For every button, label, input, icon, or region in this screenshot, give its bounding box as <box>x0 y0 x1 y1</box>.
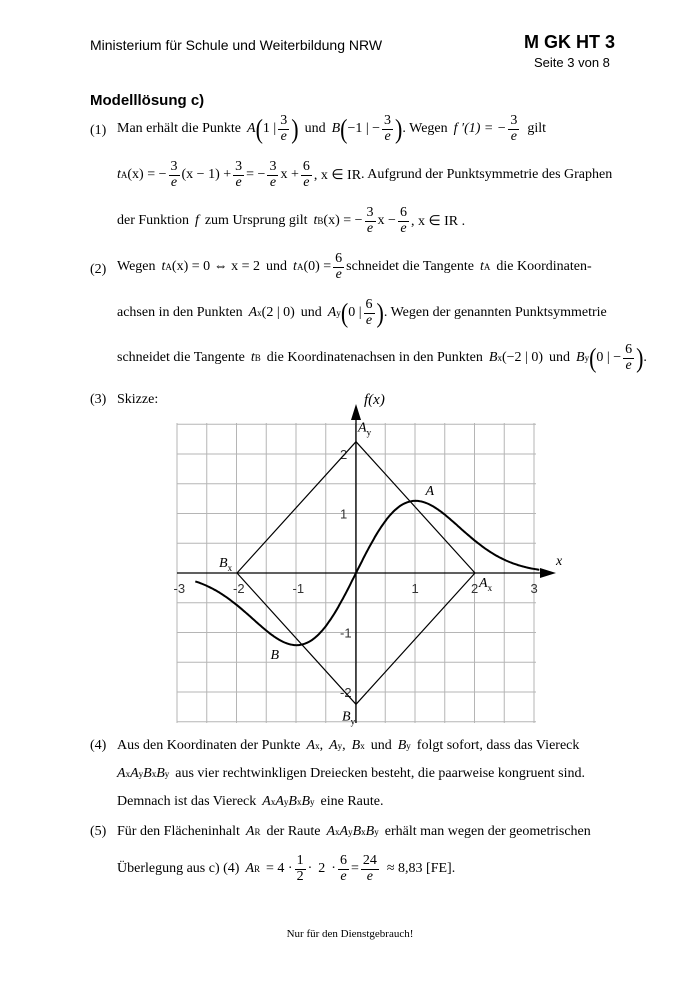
item-1-line-1: Man erhält die Punkte A ( 1 | $\frac{3}{e}$ ) und B ( −1 | − $\frac{3}{e}$ ) . Wegen f ′(1) = − $\frac{3}{e}$ gilt <box>117 112 546 145</box>
x-axis-arrow <box>540 568 556 578</box>
item-2-number: (2) <box>90 262 107 277</box>
item-5-number: (5) <box>90 824 107 839</box>
x-tick-label: -3 <box>173 581 186 596</box>
point-label-b: B <box>270 648 280 664</box>
item-3-number: (3) <box>90 392 107 407</box>
x-tick-label: 3 <box>530 581 538 596</box>
point-label-by: $B_y$ <box>342 709 356 727</box>
item-3-label: Skizze: <box>117 392 159 407</box>
y-tick-label: 2 <box>340 447 348 462</box>
footer-note: Nur für den Dienstgebrauch! <box>286 928 414 940</box>
header-ministry: Ministerium für Schule und Weiterbildung NRW <box>90 37 383 53</box>
item-1-line-3: der Funktion f zum Ursprung gilt t B (x) = − $\frac{3}{e}$ x − $\frac{6}{e}$ , x ∈ IR . <box>117 205 466 236</box>
y-tick-label: -2 <box>340 685 352 700</box>
header-exam-code: M GK HT 3 <box>524 32 616 52</box>
x-axis-label: x <box>556 554 563 569</box>
x-tick-label: 2 <box>471 581 479 596</box>
point-label-ay: $A_y$ <box>358 420 372 438</box>
function-graph <box>0 380 700 730</box>
x-tick-label: 1 <box>411 581 419 596</box>
item-4-line-2: A x A y B x B y aus vier rechtwinkligen Dreiecken besteht, die paarweise kongruent sind. <box>117 766 585 781</box>
point-label-ax: $A_x$ <box>479 576 493 593</box>
item-2-line-2: achsen in den Punkten A x (2 | 0) und A y ( 0 | $\frac{6}{e}$ ) . Wegen der genannten Punktsymmetrie <box>117 296 607 329</box>
y-axis-label: f(x) <box>364 392 385 408</box>
header-page-number: Seite 3 von 8 <box>534 55 610 70</box>
y-tick-label: -1 <box>340 625 352 641</box>
section-title: Modelllösung c) <box>90 92 205 109</box>
point-label-a: A <box>425 483 435 499</box>
x-tick-label: -2 <box>233 581 245 596</box>
item-4-number: (4) <box>90 738 107 753</box>
item-2-line-1: Wegen t A (x) = 0 ⇔ x = 2 und t A (0) = $\frac{6}{e}$ schneidet die Tangente t A die Koordinaten- <box>117 251 592 282</box>
x-tick-label: -1 <box>292 581 305 596</box>
point-label-bx: $B_x$ <box>219 556 233 573</box>
item-1-line-2: t A (x) = − $\frac{3}{e}$ (x − 1) + $\frac{3}{e}$ = − $\frac{3}{e}$ x + $\frac{6}{e}$ , x ∈ IR . Aufgrund der Punktsymmetrie des Graphen <box>117 159 613 190</box>
item-4-line-1: Aus den Koordinaten der Punkte A x , A y , B x und B y folgt sofort, dass das Viereck <box>117 738 580 753</box>
item-5-line-1: Für den Flächeninhalt A R der Raute A x A y B x B y erhält man wegen der geometrischen <box>117 824 591 839</box>
item-2-line-3: schneidet die Tangente t B die Koordinatenachsen in den Punkten B x (−2 | 0) und B y ( 0 | − $\frac{6}{e}$ ) . <box>117 341 647 374</box>
item-4-line-3: Demnach ist das Viereck A x A y B x B y eine Raute. <box>117 794 384 809</box>
item-1-number: (1) <box>90 123 107 138</box>
y-axis-arrow <box>351 404 361 420</box>
y-tick-label: 1 <box>340 506 348 522</box>
item-5-line-2: Überlegung aus c) (4) A R = 4 · $\frac{1}{2}$ · 2 · $\frac{6}{e}$ = $\frac{24}{e}$ ≈ 8,83 [FE]. <box>117 853 456 884</box>
